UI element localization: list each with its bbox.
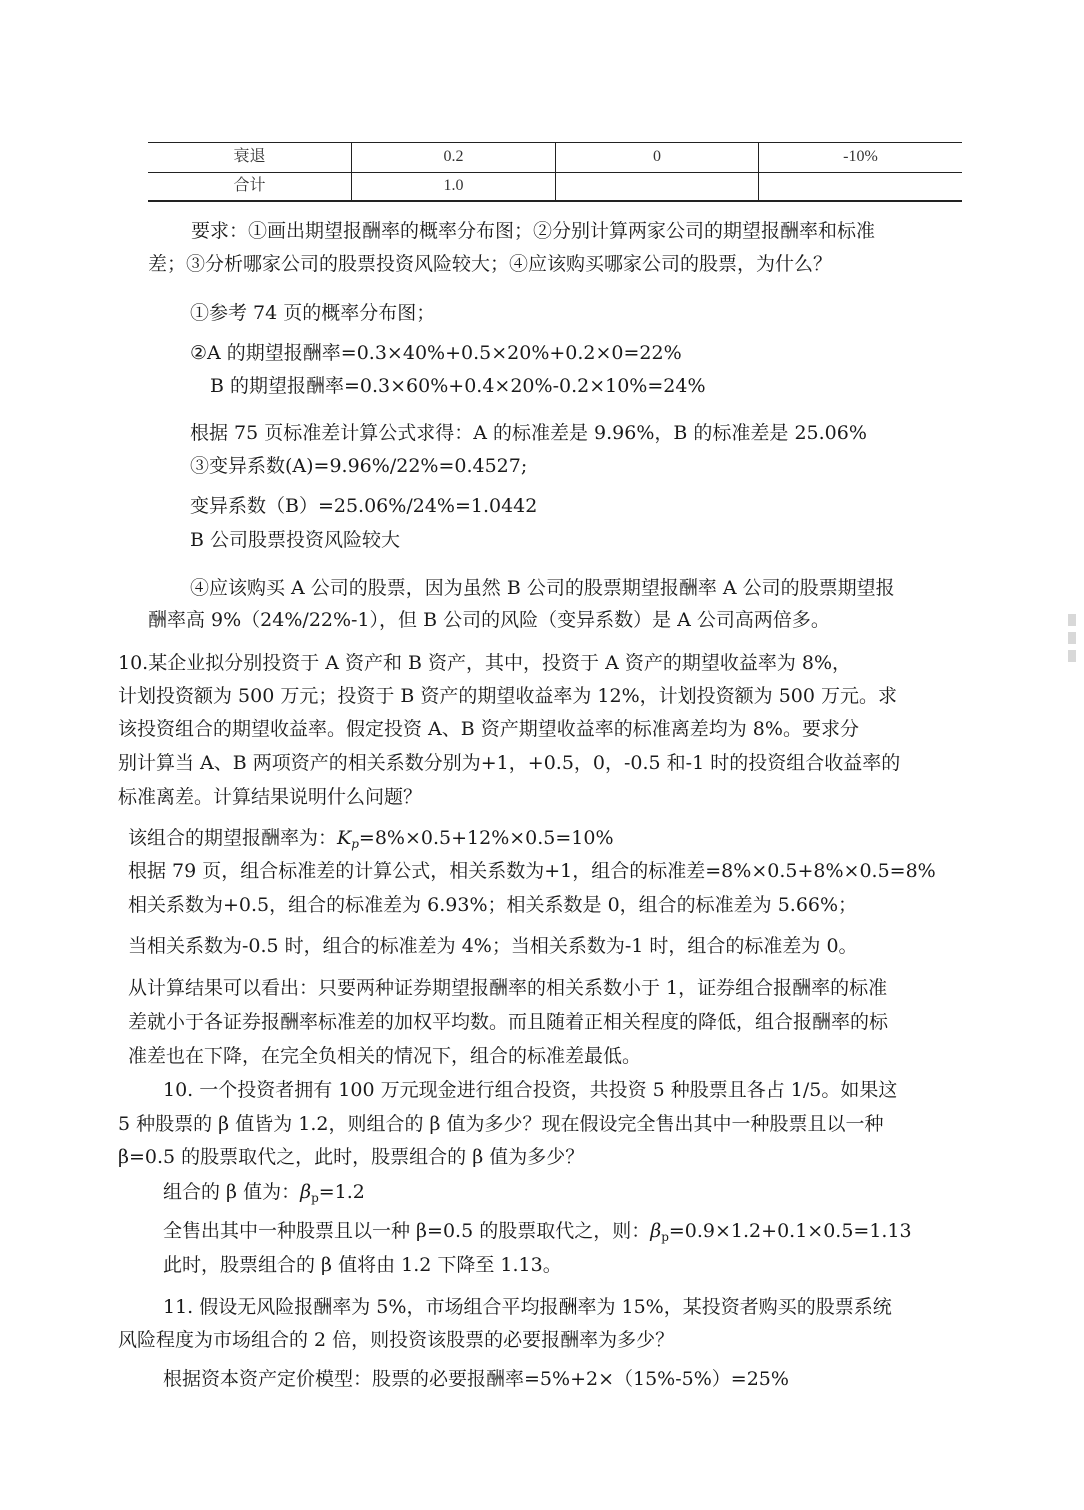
table-cell: -10% xyxy=(843,148,878,165)
table-cell: 0 xyxy=(653,148,661,165)
q9-answer-line: B 公司股票投资风险较大 xyxy=(190,529,401,551)
formula-subscript: p xyxy=(351,837,359,851)
formula-symbol: β xyxy=(650,1220,662,1242)
table-cell: 1.0 xyxy=(443,177,464,194)
q10-answer-line: 根据 79 页，组合标准差的计算公式，相关系数为+1，组合的标准差=8%×0.5+8%×0.5=8% xyxy=(128,860,936,882)
q9-answer-line: ③变异系数(A)=9.96%/22%=0.4527; xyxy=(190,455,528,477)
margin-mark xyxy=(1068,650,1076,662)
q9-answer-line: ④应该购买 A 公司的股票，因为虽然 B 公司的股票期望报酬率 A 公司的股票期望报 xyxy=(190,577,895,599)
q9-answer-line: B 的期望报酬率=0.3×60%+0.4×20%-0.2×10%=24% xyxy=(210,375,706,397)
formula-prefix: 该组合的期望报酬率为： xyxy=(128,827,338,849)
formula-value: =8%×0.5+12%×0.5=10% xyxy=(358,827,614,849)
q10-question-line: 10.某企业拟分别投资于 A 资产和 B 资产，其中，投资于 A 资产的期望收益率为 8%， xyxy=(118,652,852,674)
q11-question-line: 风险程度为市场组合的 2 倍，则投资该股票的必要报酬率为多少？ xyxy=(118,1329,675,1351)
formula-subscript: p xyxy=(311,1191,319,1205)
table-cell xyxy=(759,172,962,200)
q9-answer-line: 酬率高 9%（24%/22%-1），但 B 公司的风险（变异系数）是 A 公司高两倍多。 xyxy=(148,609,830,631)
q10b-answer-line: 此时，股票组合的 β 值将由 1.2 下降至 1.13。 xyxy=(163,1254,562,1276)
q10-question-line: 别计算当 A、B 两项资产的相关系数分别为+1，+0.5，0，-0.5 和-1 时的投资组合收益率的 xyxy=(118,752,901,774)
formula-prefix: 全售出其中一种股票且以一种 β=0.5 的股票取代之，则： xyxy=(163,1220,651,1242)
q10-question-line: 计划投资额为 500 万元；投资于 B 资产的期望收益率为 12%，计划投资额为 500 万元。求 xyxy=(118,685,898,707)
q9-answer-line: ①参考 74 页的概率分布图； xyxy=(190,302,436,324)
formula-subscript: p xyxy=(661,1230,669,1244)
q9-requirement-line: 要求：①画出期望报酬率的概率分布图；②分别计算两家公司的期望报酬率和标准 xyxy=(191,220,876,242)
q10-answer-line xyxy=(128,827,614,855)
q10b-question-line: 10. 一个投资者拥有 100 万元现金进行组合投资，共投资 5 种股票且各占 1/5。如果这 xyxy=(163,1079,898,1101)
formula-value: =0.9×1.2+0.1×0.5=1.13 xyxy=(668,1220,912,1242)
formula-prefix: 组合的 β 值为： xyxy=(163,1181,301,1203)
margin-mark xyxy=(1068,614,1076,626)
table-cell: 合计 xyxy=(233,177,266,194)
q11-question-line: 11. 假设无风险报酬率为 5%，市场组合平均报酬率为 15%，某投资者购买的股票系统 xyxy=(163,1296,892,1318)
table-cell: 衰退 xyxy=(233,148,266,165)
table-cell: 0.2 xyxy=(443,148,464,165)
q10-question-line: 标准离差。计算结果说明什么问题？ xyxy=(118,786,423,808)
q10-answer-line: 当相关系数为-0.5 时，组合的标准差为 4%；当相关系数为-1 时，组合的标准差为 0。 xyxy=(128,935,858,957)
q9-answer-line: ②A 的期望报酬率=0.3×40%+0.5×20%+0.2×0=22% xyxy=(190,342,682,364)
q10-answer-line: 从计算结果可以看出：只要两种证券期望报酬率的相关系数小于 1，证券组合报酬率的标准 xyxy=(128,977,888,999)
formula-value: =1.2 xyxy=(318,1181,365,1203)
q9-answer-line: 变异系数（B）=25.06%/24%=1.0442 xyxy=(190,495,538,517)
formula-symbol: β xyxy=(300,1181,312,1203)
margin-mark xyxy=(1068,632,1076,644)
q10-answer-line: 差就小于各证券报酬率标准差的加权平均数。而且随着正相关程度的降低，组合报酬率的标 xyxy=(128,1011,889,1033)
q10-answer-line: 准差也在下降，在完全负相关的情况下，组合的标准差最低。 xyxy=(128,1045,642,1067)
q10b-question-line: 5 种股票的 β 值皆为 1.2，则组合的 β 值为多少？现在假设完全售出其中一种股票且以一种 xyxy=(118,1113,884,1135)
q11-answer-line: 根据资本资产定价模型：股票的必要报酬率=5%+2×（15%-5%）=25% xyxy=(163,1368,789,1390)
q10b-answer-line xyxy=(163,1181,365,1209)
q10b-answer-line xyxy=(163,1220,912,1248)
formula-symbol: K xyxy=(337,827,352,849)
table-cell xyxy=(556,172,758,200)
q10b-question-line: β=0.5 的股票取代之，此时，股票组合的 β 值为多少？ xyxy=(118,1146,585,1168)
q10-question-line: 该投资组合的期望收益率。假定投资 A、B 资产期望收益率的标准离差均为 8%。要求分 xyxy=(118,718,859,740)
q10-answer-line: 相关系数为+0.5，组合的标准差为 6.93%；相关系数是 0，组合的标准差为 5.66%； xyxy=(128,894,858,916)
q9-answer-line: 根据 75 页标准差计算公式求得：A 的标准差是 9.96%，B 的标准差是 25.06% xyxy=(190,422,867,444)
probability-table xyxy=(148,142,962,202)
q9-requirement-line: 差；③分析哪家公司的股票投资风险较大；④应该购买哪家公司的股票，为什么？ xyxy=(148,253,833,275)
